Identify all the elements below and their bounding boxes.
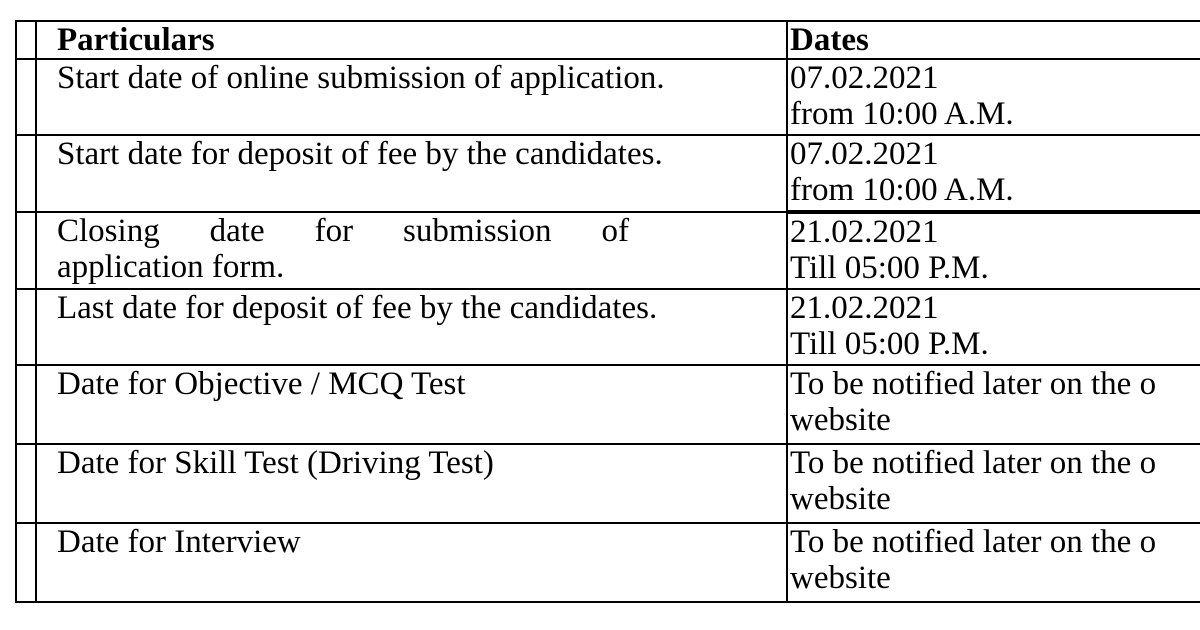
- table-row: [16, 212, 1200, 289]
- particular-text-line: Closing date for submission of: [57, 213, 629, 249]
- date-note-continued: website: [790, 560, 891, 596]
- serial-cell: [16, 523, 36, 602]
- serial-cell: [16, 59, 36, 135]
- serial-cell: [16, 365, 36, 444]
- particular-cell: Date for Interview: [36, 523, 787, 602]
- serial-cell: [16, 212, 36, 289]
- date-cell: [787, 212, 1200, 289]
- date-note: To be notified later on the o: [790, 366, 1157, 402]
- table-row: [16, 135, 1200, 212]
- particular-cell: Start date for deposit of fee by the candidates.: [36, 135, 787, 212]
- date-cell: [787, 365, 1200, 444]
- time-value: from 10:00 A.M.: [790, 172, 1014, 208]
- particular-cell: Last date for deposit of fee by the candidates.: [36, 289, 787, 365]
- date-cell: [787, 59, 1200, 135]
- particular-cell: Start date of online submission of application.: [36, 59, 787, 135]
- date-value: 07.02.2021: [790, 60, 939, 96]
- serial-cell: [16, 444, 36, 523]
- date-cell: [787, 135, 1200, 212]
- particular-cell: [36, 212, 787, 289]
- table-row: [16, 523, 1200, 602]
- date-value: 07.02.2021: [790, 136, 939, 172]
- table-row: [16, 365, 1200, 444]
- serial-cell: [16, 135, 36, 212]
- time-value: from 10:00 A.M.: [790, 96, 1014, 132]
- date-cell: [787, 523, 1200, 602]
- date-value: 21.02.2021: [790, 290, 939, 326]
- particular-cell: Date for Skill Test (Driving Test): [36, 444, 787, 523]
- date-value: 21.02.2021: [790, 214, 939, 250]
- table-row: [16, 289, 1200, 365]
- time-value: Till 05:00 P.M.: [790, 250, 989, 286]
- date-note: To be notified later on the o: [790, 524, 1157, 560]
- serial-cell: [16, 289, 36, 365]
- date-note: To be notified later on the o: [790, 445, 1157, 481]
- dates-column-header: Dates: [787, 21, 1200, 59]
- time-value: Till 05:00 P.M.: [790, 326, 989, 362]
- serial-column-header: [16, 21, 36, 59]
- table-row: [16, 59, 1200, 135]
- particular-cell: Date for Objective / MCQ Test: [36, 365, 787, 444]
- table-row: [16, 444, 1200, 523]
- table-header-row: [16, 21, 1200, 59]
- date-note-continued: website: [790, 402, 891, 438]
- schedule-table: [15, 20, 1200, 603]
- date-cell: [787, 289, 1200, 365]
- date-cell: [787, 444, 1200, 523]
- date-note-continued: website: [790, 481, 891, 517]
- particulars-column-header: Particulars: [36, 21, 787, 59]
- particular-text-line: application form.: [57, 249, 285, 285]
